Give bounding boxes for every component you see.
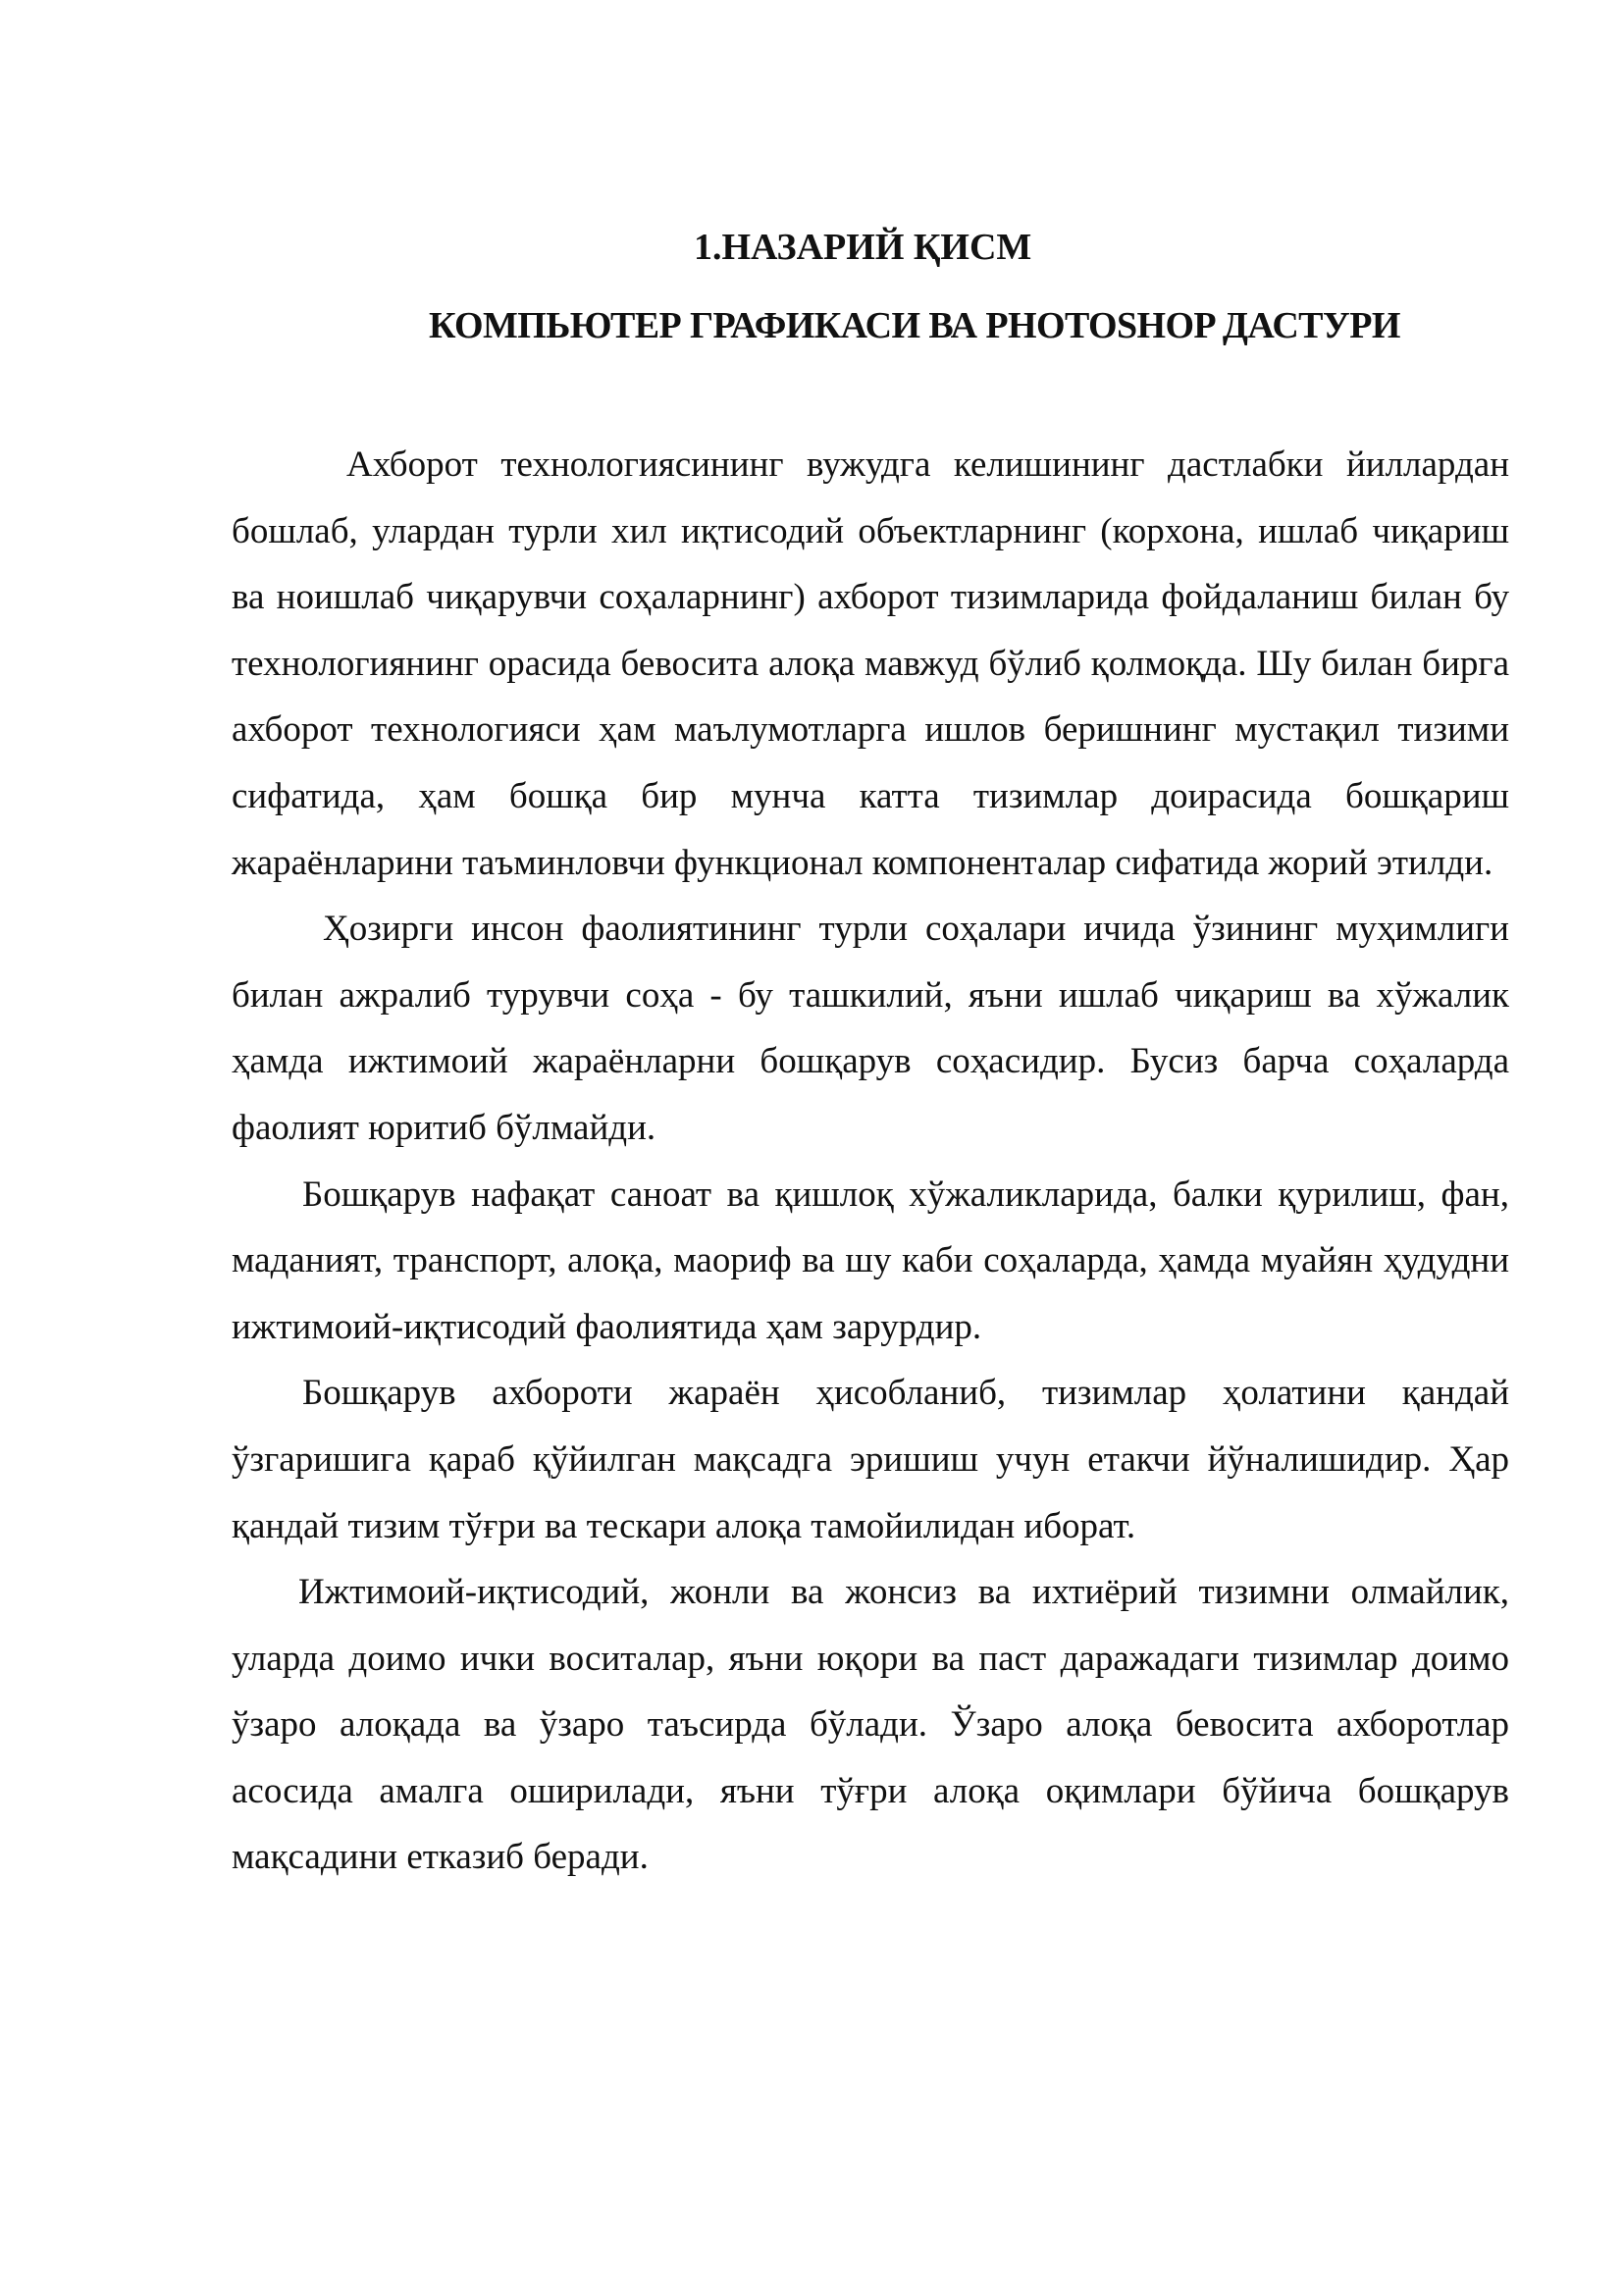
- paragraph-3: Бошқарув нафақат саноат ва қишлоқ хўжаликларида, балки қурилиш, фан, маданият, транспорт, алоқа, маориф ва шу каби соҳаларда, ҳамда муайян ҳудудни ижтимоий-иқтисодий фаолиятида ҳам зарурдир.: [232, 1174, 1509, 1347]
- paragraph-1: Ахборот технологиясининг вужудга келишининг дастлабки йиллардан бошлаб, улардан турли хил иқтисодий объектларнинг (корхона, ишлаб чиқариш ва ноишлаб чиқарувчи соҳаларнинг) ахборот тизимларида фойдаланиш билан бу технологиянинг орасида бевосита алоқа мавжуд бўлиб қолмоқда. Шу билан бирга ахборот технологияси ҳам маълумотларга ишлов беришнинг мустақил тизими сифатида, ҳам бошқа бир мунча катта тизимлар доирасида бошқариш жараёнларини таъминловчи функционал компоненталар сифатида жорий этилди.: [232, 444, 1509, 883]
- paragraph-2: Ҳозирги инсон фаолиятининг турли соҳалари ичида ўзининг муҳимлиги билан ажралиб турувчи соҳа - бу ташкилий, яъни ишлаб чиқариш ва хўжалик ҳамда ижтимоий жараёнларни бошқарув соҳасидир. Бусиз барча соҳаларда фаолият юритиб бўлмайди.: [232, 909, 1509, 1148]
- section-title-heading: КОМПЬЮТЕР ГРАФИКАСИ ВА PHOTOSHOP ДАСТУРИ: [429, 305, 1400, 346]
- paragraph-5: Ижтимоий-иқтисодий, жонли ва жонсиз ва ихтиёрий тизимни олмайлик, уларда доимо ички воситалар, яъни юқори ва паст даражадаги тизимлар доимо ўзаро алоқада ва ўзаро таъсирда бўлади. Ўзаро алоқа бевосита ахборотлар асосида амалга оширилади, яъни тўғри алоқа оқимлари бўйича бошқарув мақсадини етказиб беради.: [232, 1572, 1509, 1878]
- paragraph-4: Бошқарув ахбороти жараён ҳисобланиб, тизимлар ҳолатини қандай ўзгаришига қараб қўйилган мақсадга эришиш учун етакчи йўналишидир. Ҳар қандай тизим тўғри ва тескари алоқа тамойилидан иборат.: [232, 1373, 1509, 1546]
- body-text-block: [232, 432, 1509, 1891]
- section-number-heading: 1.НАЗАРИЙ ҚИСМ: [694, 227, 1032, 268]
